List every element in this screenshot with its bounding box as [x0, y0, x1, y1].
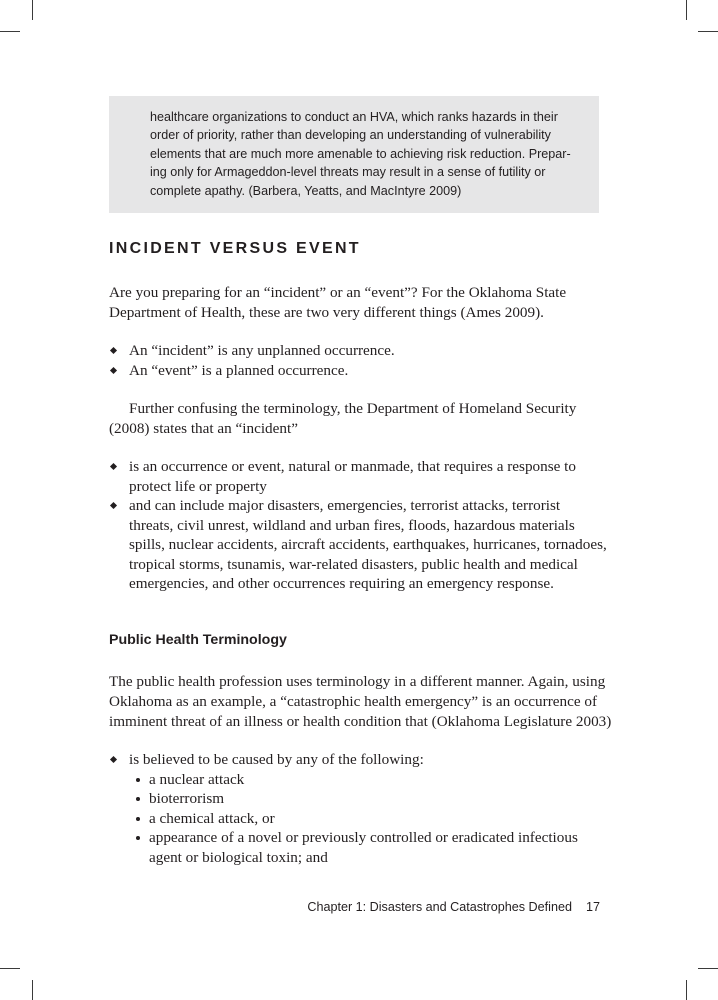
diamond-bullet-icon [110, 502, 117, 509]
paragraph-line: Oklahoma as an example, a “catastrophic health emergency” is an occurrence of [109, 693, 598, 710]
round-bullet-icon [136, 797, 140, 801]
diamond-bullet-icon [110, 756, 117, 763]
round-bullet-icon [136, 836, 140, 840]
list-item: is believed to be caused by any of the following: a nuclear attack bioterrorism a chemical attack, or appearance of a novel or previously controlled or eradicated infectious agent or biological toxin; and [109, 750, 609, 867]
crop-mark-bottom-left-h [0, 968, 20, 969]
health-emergency-list [109, 750, 609, 867]
section-heading: INCIDENT VERSUS EVENT [109, 240, 361, 257]
paragraph-line: Are you preparing for an “incident” or an “event”? For the Oklahoma State [109, 284, 567, 301]
paragraph-line: The public health profession uses terminology in a different manner. Again, using [109, 673, 606, 690]
paragraph-line: imminent threat of an illness or health condition that (Oklahoma Legislature 2003) [109, 713, 612, 730]
callout-line: complete apathy. (Barbera, Yeatts, and MacIntyre 2009) [150, 183, 462, 198]
list-item: and can include major disasters, emergencies, terrorist attacks, terrorist threats, civil unrest, wildland and urban fires, floods, hazardous materials spills, nuclear accidents, aircraft accidents, earthquakes, hurricanes, tornadoes, tropical storms, tsunamis, war-related disasters, public health and medical emergencies, and other occurrences requiring an emergency response. [109, 496, 609, 594]
paragraph-line: Department of Health, these are two very different things (Ames 2009). [109, 304, 544, 321]
diamond-bullet-icon [110, 347, 117, 354]
diamond-bullet-icon [110, 463, 117, 470]
dhs-paragraph [109, 399, 609, 439]
paragraph-line: Further confusing the terminology, the Department of Homeland Security [129, 400, 577, 417]
page-footer [307, 900, 600, 914]
crop-mark-bottom-left [32, 980, 33, 1000]
list-item: is an occurrence or event, natural or manmade, that requires a response to protect life or property [109, 457, 609, 496]
paragraph-line: (2008) states that an “incident” [109, 420, 298, 437]
crop-mark-top-right [686, 0, 687, 20]
section-intro-paragraph [109, 283, 609, 323]
sublist-item: a chemical attack, or [129, 809, 609, 829]
round-bullet-icon [136, 778, 140, 782]
round-bullet-icon [136, 817, 140, 821]
callout-line: ing only for Armageddon-level threats may result in a sense of futility or [150, 165, 546, 180]
diamond-bullet-icon [110, 366, 117, 373]
crop-mark-top-left [32, 0, 33, 20]
crop-mark-top-left-h [0, 31, 20, 32]
subsection-heading: Public Health Terminology [109, 632, 287, 648]
cause-sublist [129, 770, 609, 868]
crop-mark-bottom-right-h [698, 968, 718, 969]
callout-line: elements that are much more amenable to achieving risk reduction. Prepar- [150, 146, 571, 161]
crop-mark-top-right-h [698, 31, 718, 32]
callout-line: order of priority, rather than developing an understanding of vulnerability [150, 128, 551, 143]
dhs-bullet-list [109, 457, 609, 594]
subsection-intro-paragraph [109, 672, 612, 732]
list-item: An “incident” is any unplanned occurrence. [109, 341, 609, 361]
callout-text [150, 108, 580, 200]
chapter-title: Chapter 1: Disasters and Catastrophes Defined [307, 900, 572, 914]
list-item: An “event” is a planned occurrence. [109, 361, 609, 381]
crop-mark-bottom-right [686, 980, 687, 1000]
sublist-item: a nuclear attack [129, 770, 609, 790]
page-number: 17 [585, 900, 600, 914]
definitions-list [109, 341, 609, 380]
callout-line: healthcare organizations to conduct an HVA, which ranks hazards in their [150, 110, 558, 124]
sublist-item: bioterrorism [129, 789, 609, 809]
sublist-item: appearance of a novel or previously controlled or eradicated infectious agent or biological toxin; and [129, 828, 609, 867]
